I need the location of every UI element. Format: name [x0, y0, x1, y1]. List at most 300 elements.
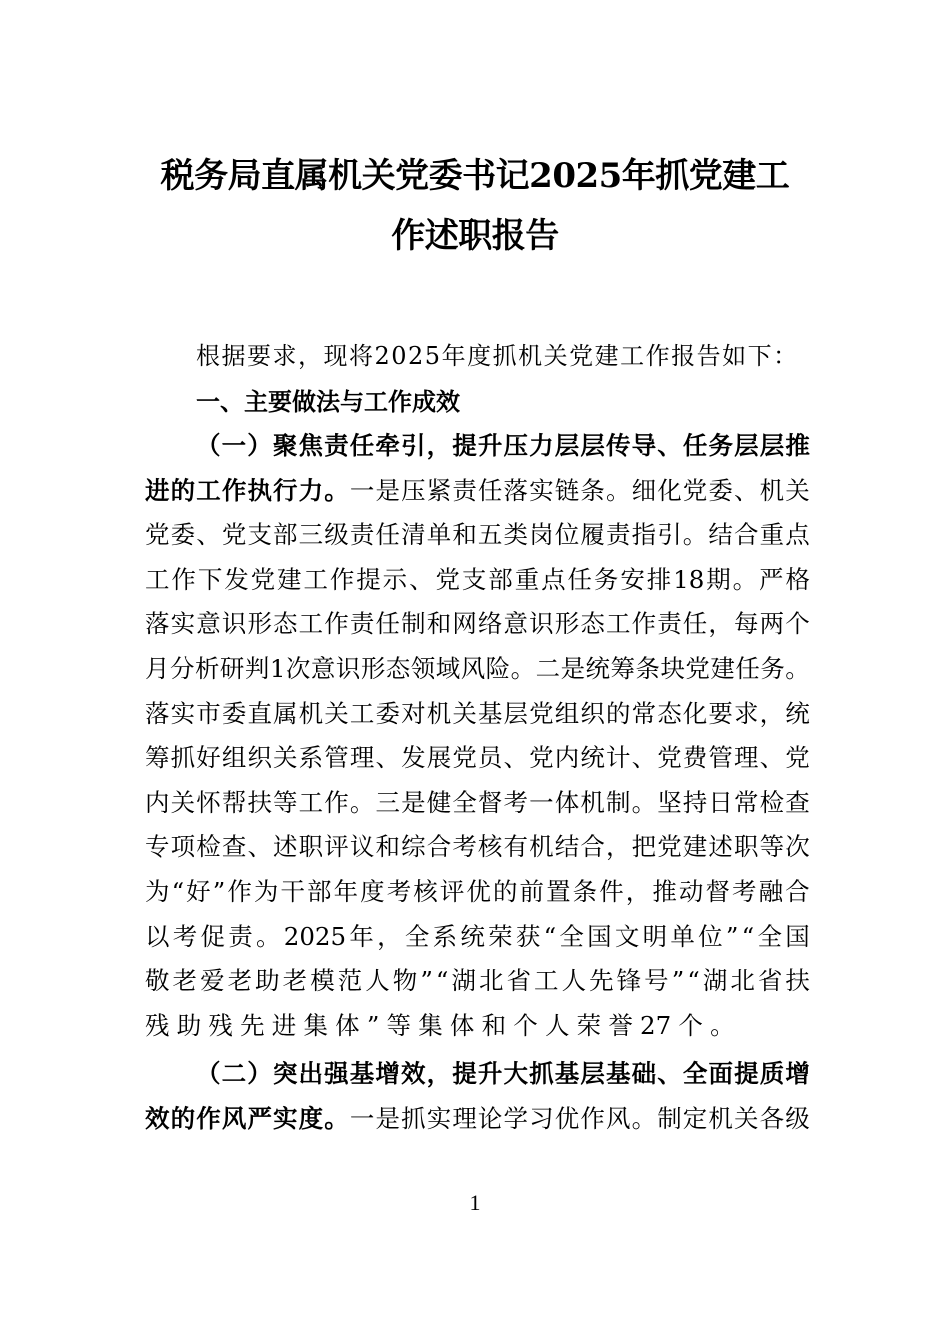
body-text: 工 [303, 564, 328, 594]
bold-lead-text: 进 [145, 475, 170, 505]
bold-lead-text: 引 [401, 431, 426, 460]
body-text: 条 [572, 877, 598, 906]
body-text: 制 [657, 1103, 682, 1133]
body-text: 条 [635, 654, 660, 683]
body-text: 、 [409, 564, 434, 594]
body-text: 责 [228, 921, 253, 951]
body-text: 位 [698, 921, 723, 951]
body-text: 度 [360, 877, 385, 906]
body-text: 委 [221, 698, 247, 728]
body-text: 织 [580, 698, 605, 728]
body-text: 件 [599, 877, 624, 906]
body-text: 作 [631, 609, 657, 639]
body-text: 爱 [200, 966, 225, 996]
body-text: 单 [670, 921, 695, 951]
body-text: “ [543, 921, 557, 951]
body-text: 职 [298, 832, 324, 862]
body-text: 责 [605, 520, 631, 550]
paragraph-line [145, 870, 810, 914]
bold-lead-text: （ [196, 1059, 221, 1088]
body-text: 进 [271, 1010, 297, 1040]
body-text: 落 [145, 609, 170, 639]
body-text: ” [212, 877, 226, 906]
bold-lead-text: （ [196, 431, 221, 460]
paragraph-line [145, 825, 810, 869]
body-text: 二 [535, 654, 561, 683]
body-text: 老 [282, 966, 308, 996]
body-text: ” [671, 966, 685, 996]
body-text: 检 [196, 832, 221, 862]
body-text: 直 [247, 698, 272, 728]
bold-lead-text: 提 [452, 431, 477, 460]
body-text: 融 [758, 877, 784, 906]
body-text: 全 [404, 921, 430, 951]
body-text: 。 [510, 654, 536, 683]
body-text: 荣 [576, 1010, 602, 1040]
body-text: 人 [365, 966, 390, 996]
body-text: ， [759, 698, 785, 728]
body-text: 人 [544, 1010, 570, 1040]
body-text: 为 [145, 877, 170, 906]
body-text: 引 [657, 520, 682, 550]
bold-lead-text: 度 [298, 1103, 324, 1133]
body-text: 怀 [196, 787, 221, 817]
body-text: 研 [219, 654, 245, 683]
body-text: 工 [605, 609, 631, 639]
body-text: 以 [145, 921, 170, 951]
bold-lead-text: 提 [734, 1059, 759, 1088]
body-text: 考 [503, 787, 529, 817]
body-text: 体 [554, 787, 580, 817]
body-text: 理 [734, 743, 759, 773]
body-text: 动 [678, 877, 704, 906]
body-text: 筹 [145, 743, 170, 773]
body-text: 明 [642, 921, 668, 951]
body-text: 集 [303, 1010, 328, 1040]
body-text: 党 [529, 698, 554, 728]
paragraph-line [145, 781, 810, 825]
bold-lead-text: 风 [221, 1103, 247, 1133]
bold-lead-text: 聚 [272, 431, 298, 460]
body-text: 党 [657, 743, 682, 773]
bold-lead-text: 大 [503, 1059, 528, 1088]
body-text: 费 [682, 743, 708, 773]
body-text: 职 [734, 832, 759, 862]
body-text: 落 [145, 698, 170, 728]
body-text: 、 [734, 475, 759, 505]
body-text: 党 [145, 520, 170, 550]
body-text: 议 [349, 832, 375, 862]
body-text: 体 [335, 1010, 360, 1040]
body-text: 查 [221, 832, 247, 862]
body-text: 统 [460, 921, 485, 951]
bold-lead-text: 责 [324, 431, 349, 460]
body-text: 落 [503, 475, 529, 505]
body-text: 紧 [426, 475, 452, 505]
body-text: 支 [247, 520, 272, 550]
body-text: 国 [587, 921, 612, 951]
page-number: 1 [469, 1190, 481, 1215]
body-text: 督 [477, 787, 503, 817]
bold-lead-text: 全 [682, 1059, 708, 1088]
body-text: 形 [360, 654, 386, 683]
body-text: ， [605, 832, 631, 862]
bold-lead-text: 升 [477, 431, 503, 460]
body-text: 实 [170, 609, 196, 639]
body-text: 作 [324, 787, 349, 817]
body-text: 部 [488, 564, 513, 594]
body-text: 专 [145, 832, 170, 862]
bold-lead-text: 、 [657, 431, 682, 460]
body-text: 常 [734, 787, 759, 817]
body-text: 干 [280, 877, 305, 906]
body-text: 为 [253, 877, 279, 906]
paragraph-line [145, 558, 810, 602]
body-text: 敬 [145, 966, 170, 996]
body-text: 下 [197, 564, 223, 594]
body-text: 期 [706, 564, 731, 594]
body-text: ， [708, 609, 733, 639]
body-text: 18 [673, 564, 705, 594]
body-text: 属 [273, 698, 298, 728]
body-text: 指 [631, 520, 657, 550]
body-text: 推 [652, 877, 677, 906]
body-text: 合 [785, 877, 810, 906]
body-text: 委 [708, 475, 733, 505]
body-text: 岗 [529, 520, 554, 550]
body-text: 有 [503, 832, 529, 862]
body-text: 考 [452, 832, 477, 862]
body-text: 工 [534, 966, 559, 996]
body-text: 是 [401, 787, 426, 817]
body-text: 1 [269, 654, 286, 683]
bold-lead-text: 的 [170, 475, 196, 505]
body-text: 检 [759, 787, 785, 817]
body-text: 定 [682, 1103, 708, 1133]
body-text: 集 [418, 1010, 443, 1040]
body-text: 党 [221, 520, 247, 550]
body-text: 综 [401, 832, 426, 862]
body-text: 抓 [170, 743, 196, 773]
body-text: 、 [375, 743, 400, 773]
paragraph-line [145, 1097, 810, 1141]
body-text: 形 [247, 609, 272, 639]
body-text: 统 [585, 654, 611, 683]
body-text: 结 [708, 520, 733, 550]
body-text: 严 [759, 564, 784, 594]
body-text: 险 [485, 654, 511, 683]
body-text: 责 [349, 520, 375, 550]
body-text: 一 [529, 787, 554, 817]
body-text: 号 [644, 966, 669, 996]
body-text: 湖 [451, 966, 476, 996]
body-text: 考 [732, 877, 757, 906]
body-text: 是 [560, 654, 586, 683]
bold-lead-text: 任 [682, 431, 708, 460]
body-text: 日 [708, 787, 733, 817]
bold-lead-text: 。 [324, 475, 349, 505]
body-text: 作 [171, 564, 196, 594]
body-text: 人 [561, 966, 587, 996]
body-text: 络 [477, 609, 503, 639]
body-text: 等 [386, 1010, 412, 1040]
body-text: 、 [503, 743, 529, 773]
body-text: 领 [410, 654, 436, 683]
body-text: 习 [529, 1103, 554, 1133]
body-text: 重 [514, 564, 540, 594]
body-text: 一 [349, 475, 375, 505]
body-text: 析 [194, 654, 220, 683]
bold-lead-text: 作 [196, 1103, 221, 1133]
body-text: 机 [298, 698, 324, 728]
section-1-heading: 一、主要做法与工作成效 [196, 388, 460, 416]
body-text: 制 [605, 787, 631, 817]
body-text: 湖 [702, 966, 728, 996]
bold-lead-text: 二 [221, 1059, 247, 1088]
body-text: 项 [170, 832, 196, 862]
body-text: 细 [631, 475, 657, 505]
bold-lead-text: 突 [272, 1059, 298, 1088]
body-text: 核 [413, 877, 438, 906]
body-text: 好 [196, 743, 221, 773]
body-text: 。 [256, 921, 281, 951]
body-text: 作 [227, 877, 252, 906]
body-text: 支 [461, 564, 487, 594]
body-text: 的 [605, 698, 631, 728]
body-text: 关 [785, 475, 810, 505]
body-text: 查 [785, 787, 810, 817]
body-text: 组 [554, 698, 580, 728]
body-text: 内 [554, 743, 580, 773]
body-text: “ [741, 921, 755, 951]
body-text: 誉 [608, 1010, 633, 1040]
body-text: 态 [273, 609, 298, 639]
body-text: 清 [401, 520, 426, 550]
bold-lead-text: 质 [759, 1059, 785, 1088]
body-text: 述 [273, 832, 298, 862]
body-text: 化 [657, 475, 682, 505]
body-text: 模 [310, 966, 335, 996]
bold-lead-text: 、 [657, 1059, 682, 1088]
body-text: 全 [559, 921, 584, 951]
body-text: 委 [375, 698, 400, 728]
bold-lead-text: 层 [580, 431, 605, 460]
body-text: 机 [529, 832, 554, 862]
body-text: 安 [620, 564, 645, 594]
body-text: 系 [298, 743, 324, 773]
body-text: 老 [227, 966, 253, 996]
body-text: 。 [710, 1010, 735, 1040]
body-text: 个 [513, 1010, 538, 1040]
body-text: 和 [375, 832, 400, 862]
body-text: 织 [247, 743, 272, 773]
body-text: 月 [145, 654, 170, 683]
body-text: 态 [580, 609, 605, 639]
body-text: 体 [449, 1010, 475, 1040]
body-text: 党 [785, 743, 810, 773]
body-text: 个 [785, 609, 810, 639]
body-text: 、 [631, 743, 657, 773]
bold-lead-text: 层 [734, 431, 759, 460]
body-text: 评 [324, 832, 349, 862]
body-text: 扶 [247, 787, 272, 817]
bold-lead-text: 增 [375, 1059, 400, 1088]
body-text: 两 [759, 609, 785, 639]
body-text: 市 [196, 698, 221, 728]
paragraph-line [145, 469, 810, 513]
bold-lead-text: 作 [221, 475, 247, 505]
body-text: 次 [285, 654, 311, 683]
body-text: 重 [759, 520, 785, 550]
paragraph-line [145, 513, 810, 557]
body-text: “ [687, 966, 700, 996]
body-text: 督 [705, 877, 730, 906]
body-text: 块 [660, 654, 685, 683]
body-text: 和 [452, 520, 477, 550]
body-text: 筹 [610, 654, 635, 683]
body-text: 全 [452, 787, 477, 817]
body-text: 化 [682, 698, 708, 728]
body-text: ” [420, 966, 433, 996]
body-text: 一 [349, 1103, 375, 1133]
bold-lead-text: 牵 [375, 431, 400, 460]
body-text: 2025 [283, 921, 347, 951]
body-text: 考 [386, 877, 412, 906]
body-text: 获 [515, 921, 541, 951]
body-text: 是 [375, 475, 400, 505]
paragraph-line [196, 424, 810, 468]
body-text: 务 [593, 564, 619, 594]
body-text: 党 [435, 564, 460, 594]
body-text: 帮 [221, 787, 247, 817]
body-text: 理 [452, 1103, 477, 1133]
bold-lead-text: 实 [273, 1103, 298, 1133]
bold-lead-text: 焦 [298, 431, 323, 460]
body-text: 北 [478, 966, 504, 996]
body-text: 对 [401, 698, 426, 728]
body-text: 。 [785, 654, 810, 683]
body-text: 个 [678, 1010, 703, 1040]
body-text: 先 [589, 966, 614, 996]
body-text: 党 [682, 475, 708, 505]
body-text: 和 [481, 1010, 507, 1040]
body-text: 合 [580, 832, 605, 862]
bold-lead-text: 抓 [529, 1059, 554, 1088]
body-text: 机 [426, 698, 452, 728]
body-text: 核 [477, 832, 503, 862]
body-text: 促 [200, 921, 225, 951]
body-text: 关 [452, 698, 477, 728]
body-text: 提 [356, 564, 381, 594]
bold-lead-text: 层 [554, 431, 580, 460]
body-text: 任 [477, 475, 503, 505]
body-text: 全 [757, 921, 782, 951]
body-text: 机 [708, 1103, 733, 1133]
body-text: 关 [734, 1103, 759, 1133]
body-text: 党 [452, 743, 477, 773]
body-text: 建 [277, 564, 302, 594]
body-text: 发 [224, 564, 249, 594]
body-text: 责 [657, 609, 682, 639]
body-text: 级 [324, 520, 349, 550]
body-text: 。 [682, 520, 708, 550]
body-text: 网 [452, 609, 477, 639]
body-text: ， [625, 877, 651, 906]
body-text: 优 [554, 1103, 580, 1133]
body-text: 识 [221, 609, 247, 639]
body-text: 作 [329, 564, 355, 594]
bold-lead-text: 。 [324, 1103, 349, 1133]
paragraph-line [145, 692, 810, 736]
body-text: ” [725, 921, 739, 951]
body-text: 三 [375, 787, 400, 817]
body-text: 持 [682, 787, 708, 817]
body-text: 识 [335, 654, 361, 683]
bold-lead-text: 效 [401, 1059, 426, 1088]
body-text: 任 [375, 520, 400, 550]
body-text: 实 [529, 475, 554, 505]
body-text: 管 [708, 743, 733, 773]
intro-paragraph: 根据要求，现将2025年度抓机关党建工作报告如下： [196, 342, 799, 370]
bold-lead-text: 严 [247, 1103, 272, 1133]
paragraph-line [145, 602, 810, 646]
body-text: 系 [432, 921, 458, 951]
body-text: 作 [324, 609, 349, 639]
body-text: 扶 [785, 966, 810, 996]
body-text: 、 [196, 520, 221, 550]
body-text: 党 [529, 743, 554, 773]
body-text: 域 [435, 654, 461, 683]
body-text: 坚 [657, 787, 682, 817]
body-text: 任 [682, 609, 708, 639]
body-text: 位 [554, 520, 580, 550]
body-text: 年 [333, 877, 359, 906]
body-text: 点 [541, 564, 566, 594]
body-text: 。 [631, 1103, 657, 1133]
body-text: 履 [580, 520, 605, 550]
bold-lead-text: 传 [606, 431, 631, 460]
body-text: 抓 [401, 1103, 426, 1133]
bold-lead-text: 力 [529, 431, 554, 460]
body-text: 每 [734, 609, 759, 639]
body-text: 党 [685, 654, 710, 683]
paragraph-line [145, 1004, 810, 1048]
body-text: 次 [785, 832, 810, 862]
body-text: 关 [170, 787, 196, 817]
body-text: 排 [646, 564, 672, 594]
body-text: 识 [529, 609, 554, 639]
bold-lead-text: 出 [298, 1059, 323, 1088]
body-text: 。 [732, 564, 758, 594]
bold-lead-text: ） [247, 1059, 272, 1088]
body-text: 委 [170, 520, 196, 550]
body-text: 27 [640, 1010, 672, 1040]
paragraph-line [196, 1052, 810, 1096]
body-text: 作 [580, 1103, 605, 1133]
body-text: 评 [439, 877, 465, 906]
body-text: 实 [170, 698, 196, 728]
bold-lead-text: 基 [349, 1059, 375, 1088]
body-text: 形 [554, 609, 580, 639]
body-text: 合 [734, 520, 759, 550]
body-text: 好 [186, 877, 211, 906]
body-text: 工 [145, 564, 170, 594]
body-text: 基 [477, 698, 503, 728]
body-text: 责 [452, 475, 477, 505]
body-text: 助 [255, 966, 280, 996]
body-text: ， [377, 921, 402, 951]
bold-lead-text: 增 [785, 1059, 810, 1088]
